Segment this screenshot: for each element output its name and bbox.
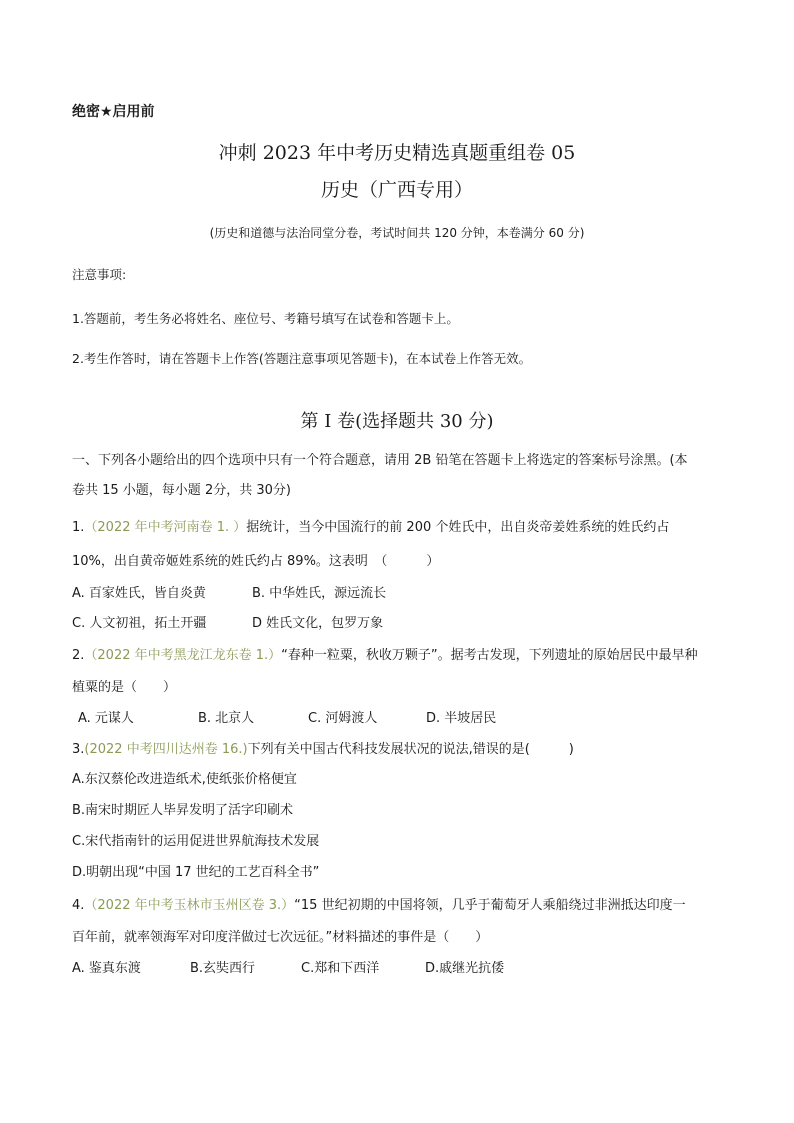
- question-3: [72, 738, 574, 757]
- exam-title: 冲刺 2023 年中考历史精选真题重组卷 05: [218, 142, 576, 164]
- option-c: C. 人文初祖，拓土开疆: [72, 616, 207, 631]
- option-a: A. 百家姓氏，皆自炎黄: [72, 586, 206, 601]
- question-2-options: [78, 707, 496, 726]
- option-c: C. 河姆渡人: [308, 711, 378, 726]
- question-source: （2022 年中考玉林市玉州区卷 3.）: [84, 898, 295, 913]
- question-source: （2022 年中考黑龙江龙东卷 1.）: [84, 648, 282, 663]
- question-3-option-b: B.南宋时期匠人毕昇发明了活字印刷术: [72, 803, 294, 818]
- notice-item-2: 2.考生作答时，请在答题卡上作答(答题注意事项见答题卡)，在本试卷上作答无效。: [72, 351, 532, 366]
- option-a: A. 鉴真东渡: [72, 961, 141, 976]
- question-4: [72, 894, 686, 913]
- question-3-option-d: D.明朝出现“中国 17 世纪的工艺百科全书”: [72, 865, 320, 880]
- question-4-options: [72, 957, 504, 976]
- question-4-line2: 百年前，就率领海军对印度洋做过七次远征。”材料描述的事件是（ ）: [72, 930, 489, 945]
- exam-info: (历史和道德与法治同堂分卷，考试时间共 120 分钟，本卷满分 60 分): [209, 226, 585, 240]
- option-b: B. 北京人: [198, 711, 255, 726]
- notice-item-1: 1.答题前，考生务必将姓名、座位号、考籍号填写在试卷和答题卡上。: [72, 311, 459, 326]
- question-number: 4.: [72, 898, 85, 913]
- question-number: 3.: [72, 742, 85, 757]
- secret-mark: 绝密★启用前: [72, 104, 155, 120]
- question-source: (2022 中考四川达州卷 16.): [84, 742, 248, 757]
- question-text: 下列有关中国古代科技发展状况的说法,错误的是( ): [247, 742, 574, 757]
- question-number: 1.: [72, 520, 85, 535]
- question-source: （2022 年中考河南卷 1. ）: [84, 520, 247, 535]
- question-text: 据统计，当今中国流行的前 200 个姓氏中，出自炎帝姜姓系统的姓氏约占: [246, 520, 670, 535]
- notice-heading: 注意事项:: [72, 267, 127, 282]
- option-b: B. 中华姓氏，源远流长: [252, 586, 387, 601]
- question-3-option-c: C.宋代指南针的运用促进世界航海技术发展: [72, 834, 320, 849]
- question-text: “春种一粒粟，秋收万颗子”。据考古发现，下列遗址的原始居民中最早种: [281, 648, 698, 663]
- option-d: D. 半坡居民: [426, 711, 497, 726]
- question-1: [72, 516, 669, 535]
- question-text: “15 世纪初期的中国将领，几乎于葡萄牙人乘船绕过非洲抵达印度一: [294, 898, 686, 913]
- option-d: D.戚继光抗倭: [425, 961, 505, 976]
- question-1-options-row2: [72, 612, 383, 631]
- question-2-line2: 植粟的是（ ）: [72, 680, 177, 695]
- question-number: 2.: [72, 648, 85, 663]
- option-b: B.玄奘西行: [190, 961, 256, 976]
- section-instruction-line2: 卷共 15 小题，每小题 2分，共 30分): [72, 483, 291, 498]
- section-instruction-line1: 一、下列各小题给出的四个选项中只有一个符合题意，请用 2B 铅笔在答题卡上将选定的答案标号涂黑。(本: [72, 453, 688, 468]
- section-title: 第 I 卷(选择题共 30 分): [300, 411, 494, 432]
- question-2: [72, 644, 698, 663]
- question-1-line2: 10%，出自黄帝姬姓系统的姓氏约占 89%。这表明 （ ）: [72, 554, 440, 569]
- option-c: C.郑和下西洋: [301, 961, 380, 976]
- option-a: A. 元谋人: [78, 711, 134, 726]
- question-3-option-a: A.东汉蔡伦改进造纸术,使纸张价格便宜: [72, 772, 297, 787]
- option-d: D 姓氏文化，包罗万象: [252, 616, 384, 631]
- question-1-options-row1: [72, 582, 386, 601]
- exam-subtitle: 历史（广西专用）: [320, 179, 473, 201]
